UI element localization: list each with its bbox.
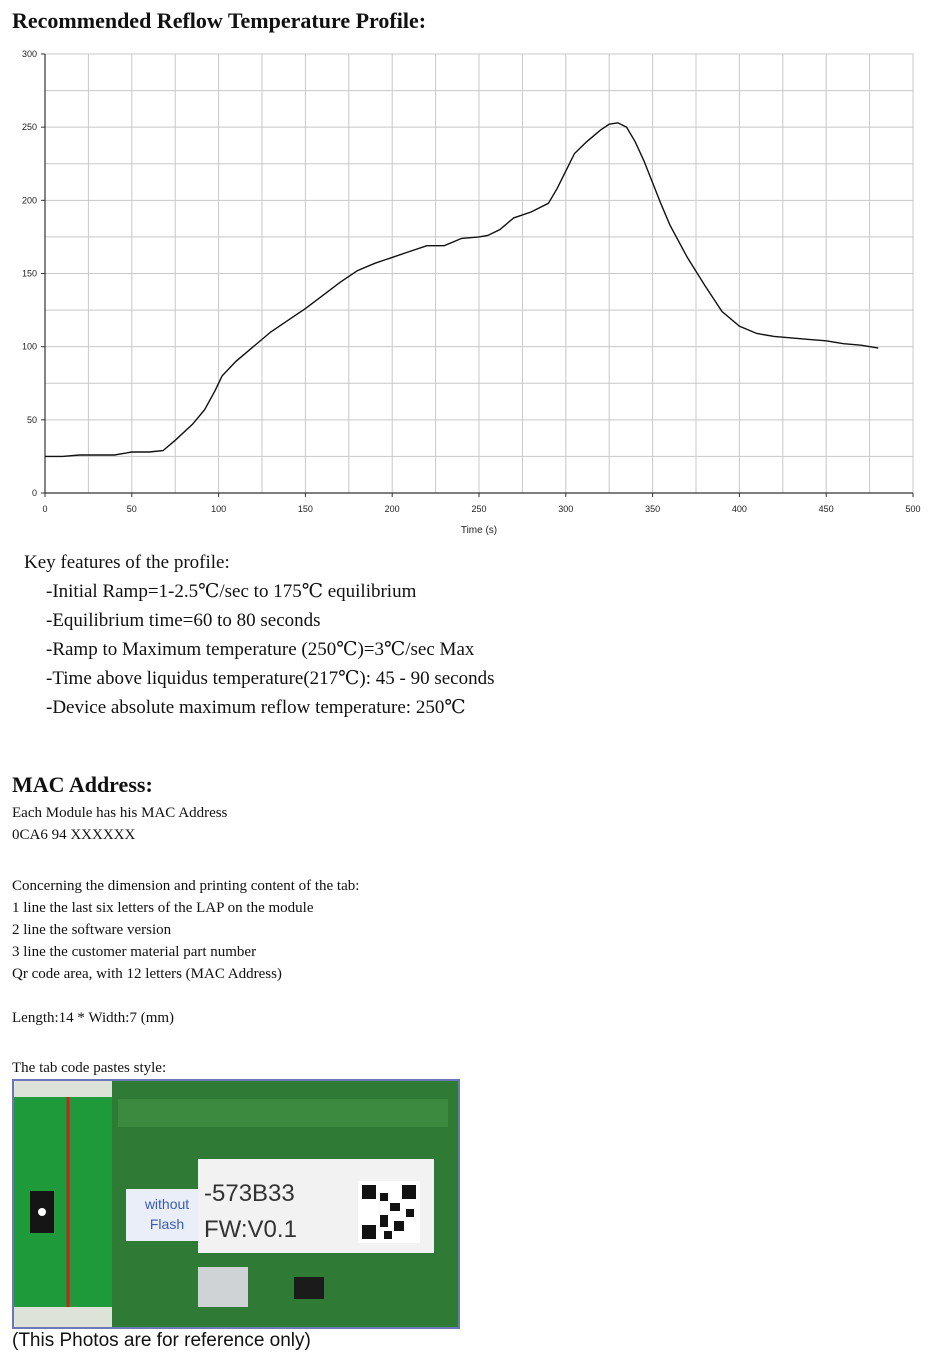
tab-line-4: Qr code area, with 12 letters (MAC Address) xyxy=(12,966,282,982)
component-dot xyxy=(38,1208,46,1216)
features-title: Key features of the profile: xyxy=(24,552,230,573)
page-title: Recommended Reflow Temperature Profile: xyxy=(12,8,427,33)
crystal-component xyxy=(198,1267,248,1307)
y-tick-label: 300 xyxy=(21,49,37,59)
x-tick-label: 450 xyxy=(818,504,834,514)
y-tick-label: 50 xyxy=(26,414,37,425)
y-tick-label: 100 xyxy=(21,341,37,352)
key-features xyxy=(24,548,495,722)
top-pads xyxy=(14,1081,112,1097)
feature-item: -Device absolute maximum reflow temperature: 250℃ xyxy=(46,697,466,718)
x-tick-label: 400 xyxy=(731,504,747,514)
reflow-chart xyxy=(0,42,935,542)
x-tick-label: 250 xyxy=(471,504,487,514)
sticker-text-1: without xyxy=(144,1196,190,1212)
label-line-1: -573B33 xyxy=(204,1180,295,1207)
tab-style-label: The tab code pastes style: xyxy=(12,1060,167,1076)
module-photo-drawing xyxy=(14,1081,458,1327)
tab-dimensions: Length:14 * Width:7 (mm) xyxy=(12,1010,175,1026)
x-tick-label: 50 xyxy=(126,504,137,514)
module-photo xyxy=(12,1079,460,1329)
x-tick-label: 0 xyxy=(42,504,48,514)
ic-component xyxy=(294,1277,324,1299)
sticker-text-2: Flash xyxy=(149,1216,185,1232)
label-line-2: FW:V0.1 xyxy=(204,1216,297,1243)
tab-line-1: 1 line the last six letters of the LAP on the module xyxy=(12,900,314,916)
feature-item: -Ramp to Maximum temperature (250℃)=3℃/sec Max xyxy=(46,639,475,660)
bottom-pads xyxy=(14,1307,112,1327)
x-tick-label: 200 xyxy=(384,504,400,514)
x-tick-label: 150 xyxy=(297,504,313,514)
y-tick-label: 200 xyxy=(21,195,37,206)
y-tick-label: 0 xyxy=(31,488,37,498)
y-tick-label: 150 xyxy=(21,268,37,279)
reflow-chart-svg xyxy=(0,42,935,542)
x-tick-label: 500 xyxy=(905,504,921,514)
x-tick-label: 350 xyxy=(645,504,661,514)
component-row xyxy=(118,1099,448,1127)
mac-title: MAC Address: xyxy=(12,772,153,797)
qr-code xyxy=(358,1181,420,1243)
y-tick-label: 250 xyxy=(21,122,37,133)
mac-line-2: 0CA6 94 XXXXXX xyxy=(12,827,136,843)
feature-item: -Equilibrium time=60 to 80 seconds xyxy=(46,610,321,631)
x-tick-label: 300 xyxy=(558,504,574,514)
x-axis-label: Time (s) xyxy=(460,525,498,536)
antenna-area xyxy=(14,1081,112,1327)
feature-item: -Initial Ramp=1-2.5℃/sec to 175℃ equilibrium xyxy=(46,581,417,602)
tab-line-2: 2 line the software version xyxy=(12,922,172,938)
x-tick-label: 100 xyxy=(211,504,227,514)
mac-line-1: Each Module has his MAC Address xyxy=(12,805,228,821)
tab-intro: Concerning the dimension and printing content of the tab: xyxy=(12,878,360,894)
feature-item: -Time above liquidus temperature(217℃): 45 - 90 seconds xyxy=(46,668,495,689)
photo-caption: (This Photos are for reference only) xyxy=(12,1330,311,1351)
tab-line-3: 3 line the customer material part number xyxy=(12,944,257,960)
